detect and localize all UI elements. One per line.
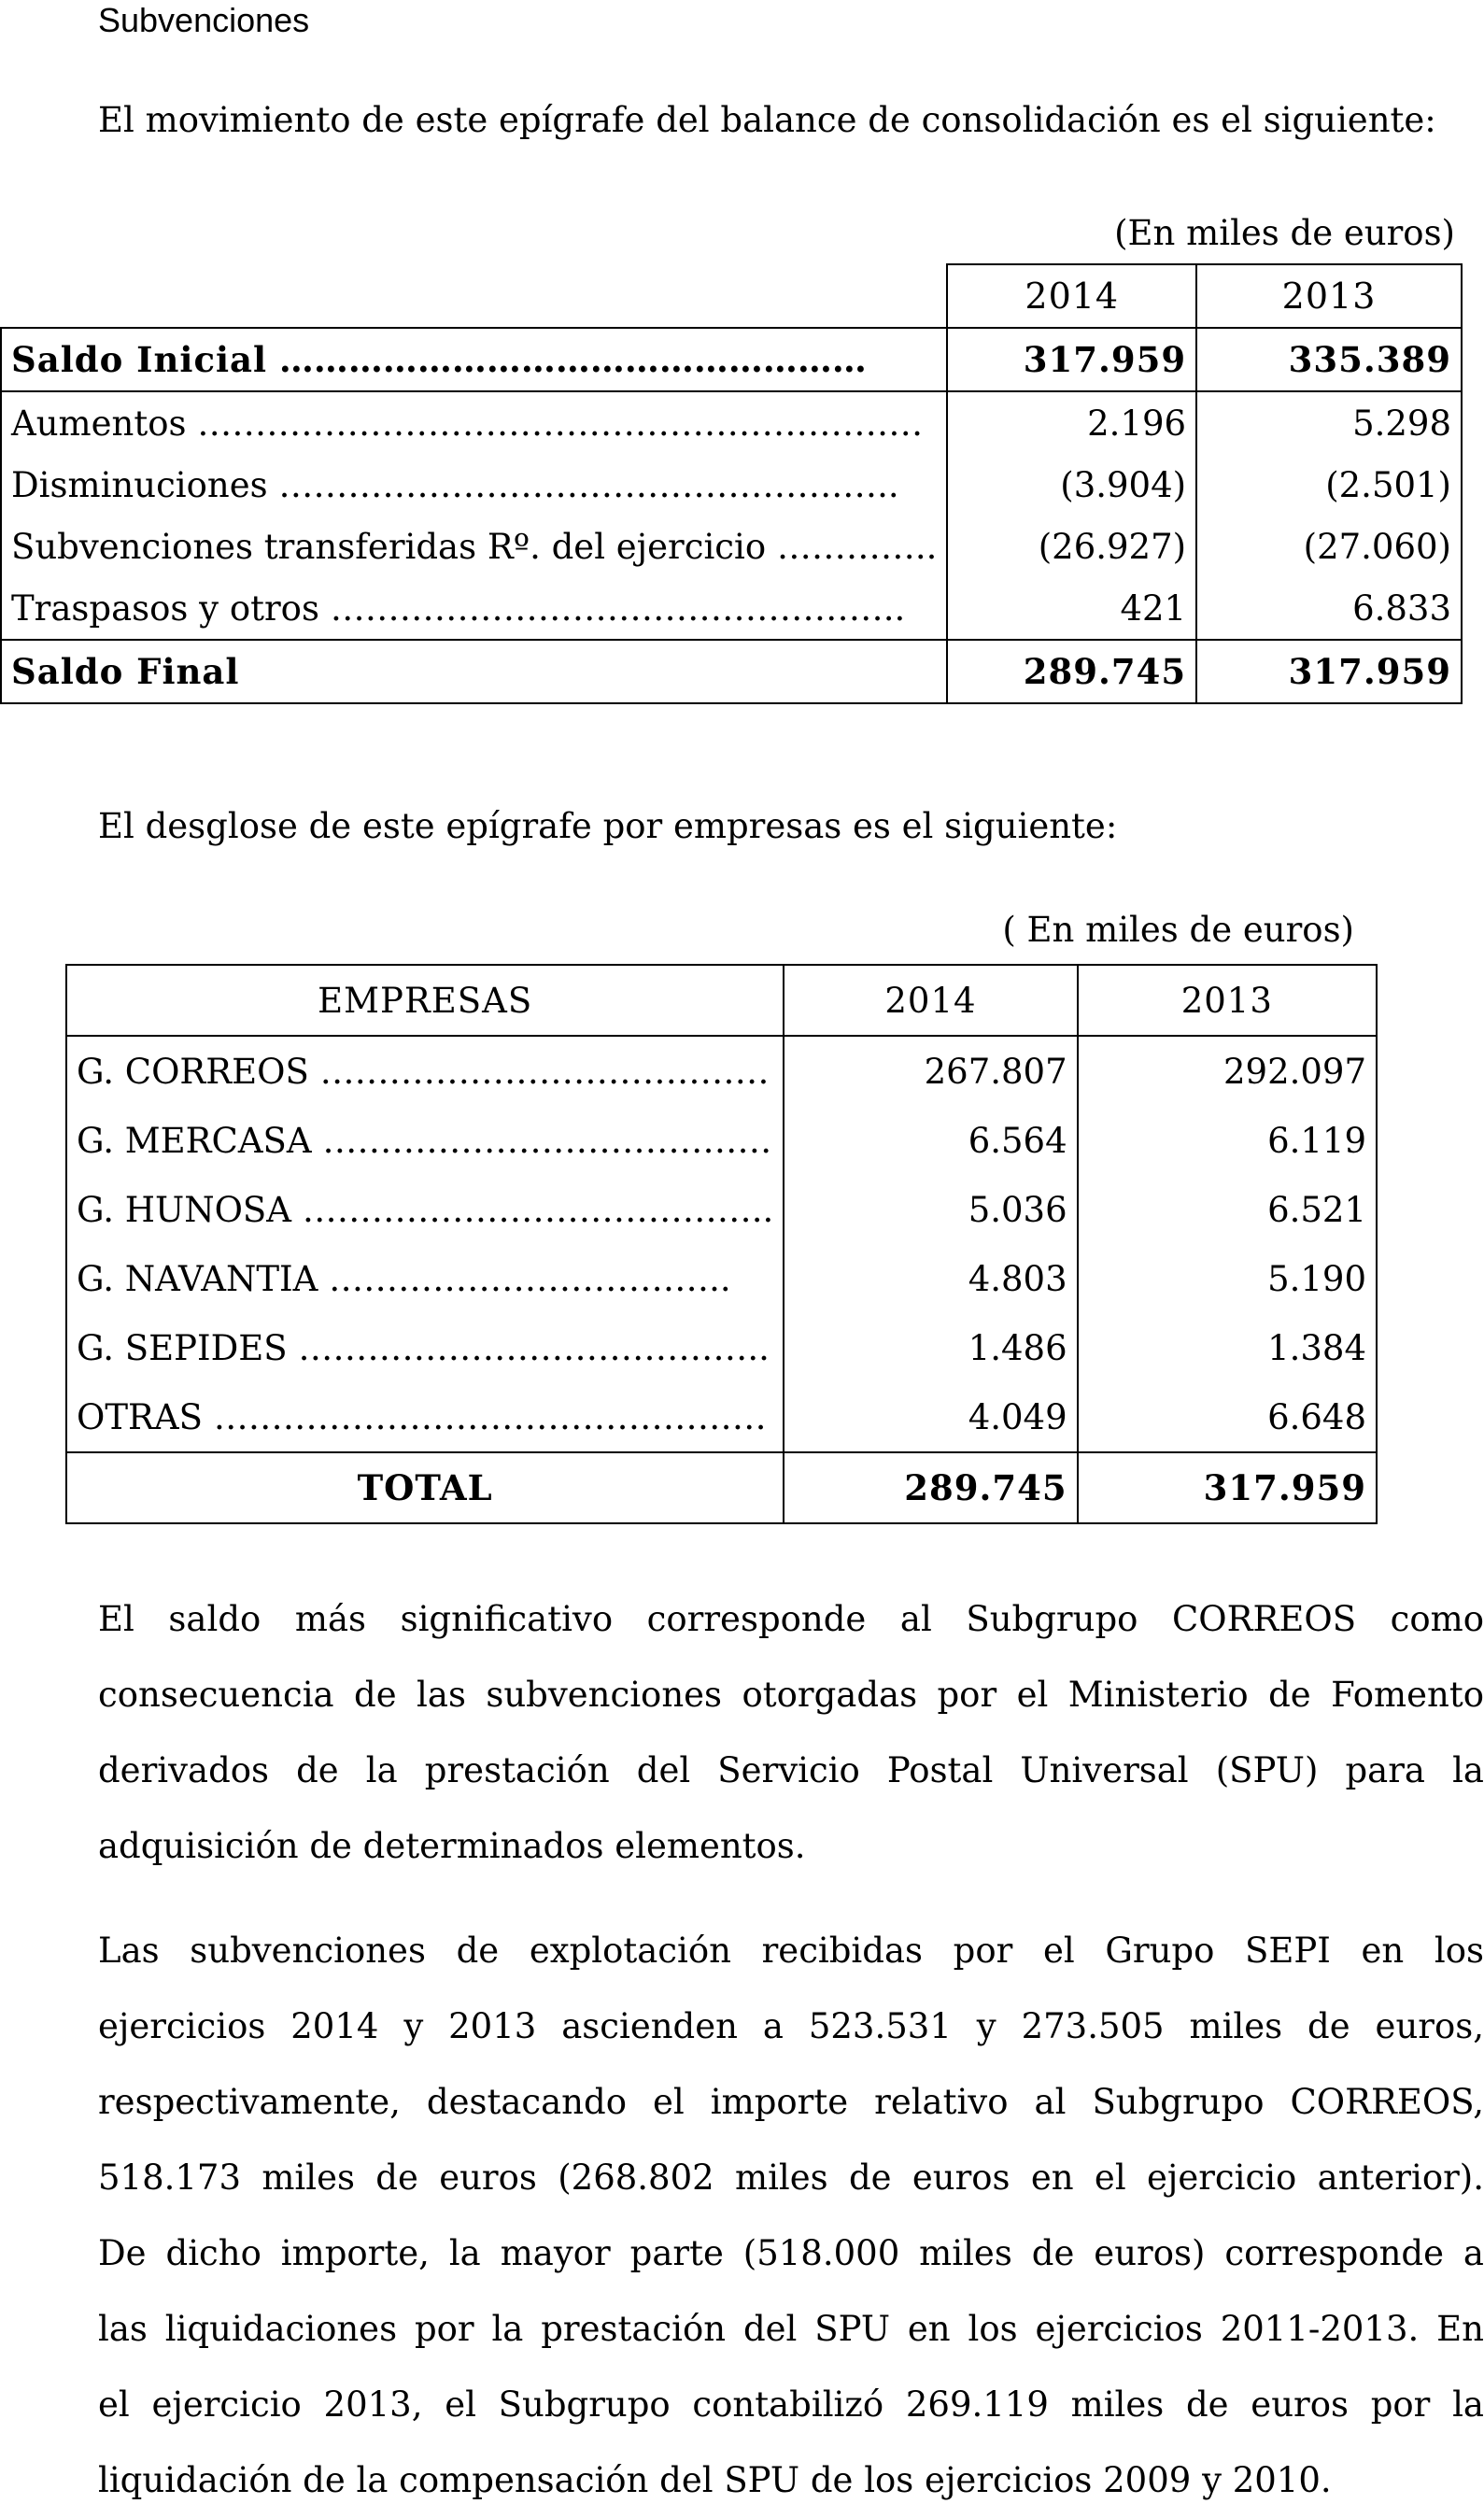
value-2013: 335.389 — [1288, 339, 1451, 380]
value-2014: 289.745 — [784, 1452, 1077, 1523]
value-2014: 1.486 — [784, 1313, 1077, 1382]
row-label: OTRAS ………………………………………… — [66, 1382, 784, 1452]
table1-header-2013: 2013 — [1196, 264, 1462, 328]
table2-row-otras — [66, 1382, 1377, 1452]
table2-row-total — [66, 1452, 1377, 1523]
paragraph-operating-subsidies — [98, 1913, 1484, 2518]
header-empresas: EMPRESAS — [66, 965, 784, 1036]
row-label: TOTAL — [66, 1452, 784, 1523]
table2-row-hunosa — [66, 1175, 1377, 1244]
row-label: Saldo Final — [1, 640, 947, 703]
row-label: Saldo Inicial …………………………………………… — [1, 328, 947, 391]
value-2014: 2.196 — [947, 391, 1196, 454]
row-label: G. CORREOS ………………………………… — [66, 1036, 784, 1106]
table2-units: ( En miles de euros) — [1002, 910, 1354, 950]
value-2013: 6.648 — [1267, 1396, 1366, 1437]
row-label: G. HUNOSA ………………………………….. — [66, 1175, 784, 1244]
value-2013: 1.384 — [1267, 1327, 1366, 1368]
value-2014: 6.564 — [784, 1106, 1077, 1175]
section-heading: Subvenciones — [98, 1, 310, 39]
paragraph-line: derivados de la prestación del Servicio Postal Universal (SPU) para la — [98, 1750, 1484, 1790]
table2-header-row — [66, 965, 1377, 1036]
paragraph-line: ejercicios 2014 y 2013 ascienden a 523.531 y 273.505 miles de euros, — [98, 2006, 1484, 2046]
paragraph-line: el ejercicio 2013, el Subgrupo contabilizó 269.119 miles de euros por la — [98, 2384, 1484, 2425]
paragraph-line: El saldo más significativo corresponde al Subgrupo CORREOS como — [98, 1599, 1484, 1639]
value-2014: 317.959 — [947, 328, 1196, 391]
row-label: Traspasos y otros ………………………………………….. — [1, 577, 947, 640]
row-label: Subvenciones transferidas Rº. del ejercicio ………….. — [1, 516, 947, 577]
value-2014: 289.745 — [947, 640, 1196, 703]
value-2014: (3.904) — [947, 454, 1196, 516]
table1-row-aumentos — [1, 391, 1462, 454]
intro-text-breakdown: El desglose de este epígrafe por empresas es el siguiente: — [98, 806, 1118, 846]
table1-units: (En miles de euros) — [1114, 213, 1455, 253]
value-2014: 4.049 — [784, 1382, 1077, 1452]
paragraph-correos-significant — [98, 1581, 1484, 1884]
row-label: Aumentos ……………………………………………………… — [1, 391, 947, 454]
table1-row-saldo-final — [1, 640, 1462, 703]
table1-row-traspasos — [1, 577, 1462, 640]
row-label: G. MERCASA ………………………………… — [66, 1106, 784, 1175]
table2-row-mercasa — [66, 1106, 1377, 1175]
value-2013: 6.119 — [1267, 1120, 1366, 1161]
table2-row-sepides — [66, 1313, 1377, 1382]
value-2013: 5.190 — [1267, 1258, 1366, 1299]
table1-row-saldo-inicial — [1, 328, 1462, 391]
paragraph-line: respectivamente, destacando el importe relativo al Subgrupo CORREOS, — [98, 2082, 1484, 2122]
value-2013: 6.833 — [1352, 587, 1451, 629]
value-2014: 267.807 — [784, 1036, 1077, 1106]
paragraph-line: las liquidaciones por la prestación del SPU en los ejercicios 2011-2013. En — [98, 2309, 1484, 2349]
row-label: G. NAVANTIA …………………………….. — [66, 1244, 784, 1313]
intro-text-movement: El movimiento de este epígrafe del balance de consolidación es el siguiente: — [98, 100, 1436, 140]
value-2013: 317.959 — [1288, 651, 1451, 692]
table2-row-correos — [66, 1036, 1377, 1106]
value-2014: (26.927) — [947, 516, 1196, 577]
value-2013: 5.298 — [1352, 403, 1451, 444]
value-2013: 6.521 — [1267, 1189, 1366, 1230]
paragraph-line: consecuencia de las subvenciones otorgadas por el Ministerio de Fomento — [98, 1675, 1484, 1715]
paragraph-line: liquidación de la compensación del SPU de los ejercicios 2009 y 2010. — [98, 2460, 1332, 2500]
value-2014: 421 — [947, 577, 1196, 640]
table1-row-subvenciones-transferidas — [1, 516, 1462, 577]
header-2014: 2014 — [784, 965, 1077, 1036]
value-2013: 317.959 — [1203, 1467, 1366, 1508]
table1-header-row — [1, 264, 1462, 328]
company-breakdown-table — [65, 964, 1378, 1524]
table1-header-blank — [1, 264, 947, 328]
paragraph-line: 518.173 miles de euros (268.802 miles de euros en el ejercicio anterior). — [98, 2157, 1484, 2198]
row-label: Disminuciones ………………………………………….….. — [1, 454, 947, 516]
table1-header-2014: 2014 — [947, 264, 1196, 328]
value-2014: 4.803 — [784, 1244, 1077, 1313]
paragraph-line: De dicho importe, la mayor parte (518.000 miles de euros) corresponde a — [98, 2233, 1484, 2273]
paragraph-line: Las subvenciones de explotación recibidas por el Grupo SEPI en los — [98, 1931, 1484, 1971]
row-label: G. SEPIDES ………………………………….. — [66, 1313, 784, 1382]
value-2013: (2.501) — [1325, 464, 1451, 505]
header-2013: 2013 — [1180, 980, 1273, 1021]
value-2013: 292.097 — [1223, 1051, 1366, 1092]
table2-row-navantia — [66, 1244, 1377, 1313]
value-2013: (27.060) — [1303, 526, 1451, 567]
paragraph-line: adquisición de determinados elementos. — [98, 1826, 806, 1866]
table1-row-disminuciones — [1, 454, 1462, 516]
movement-table — [0, 263, 1463, 704]
value-2014: 5.036 — [784, 1175, 1077, 1244]
